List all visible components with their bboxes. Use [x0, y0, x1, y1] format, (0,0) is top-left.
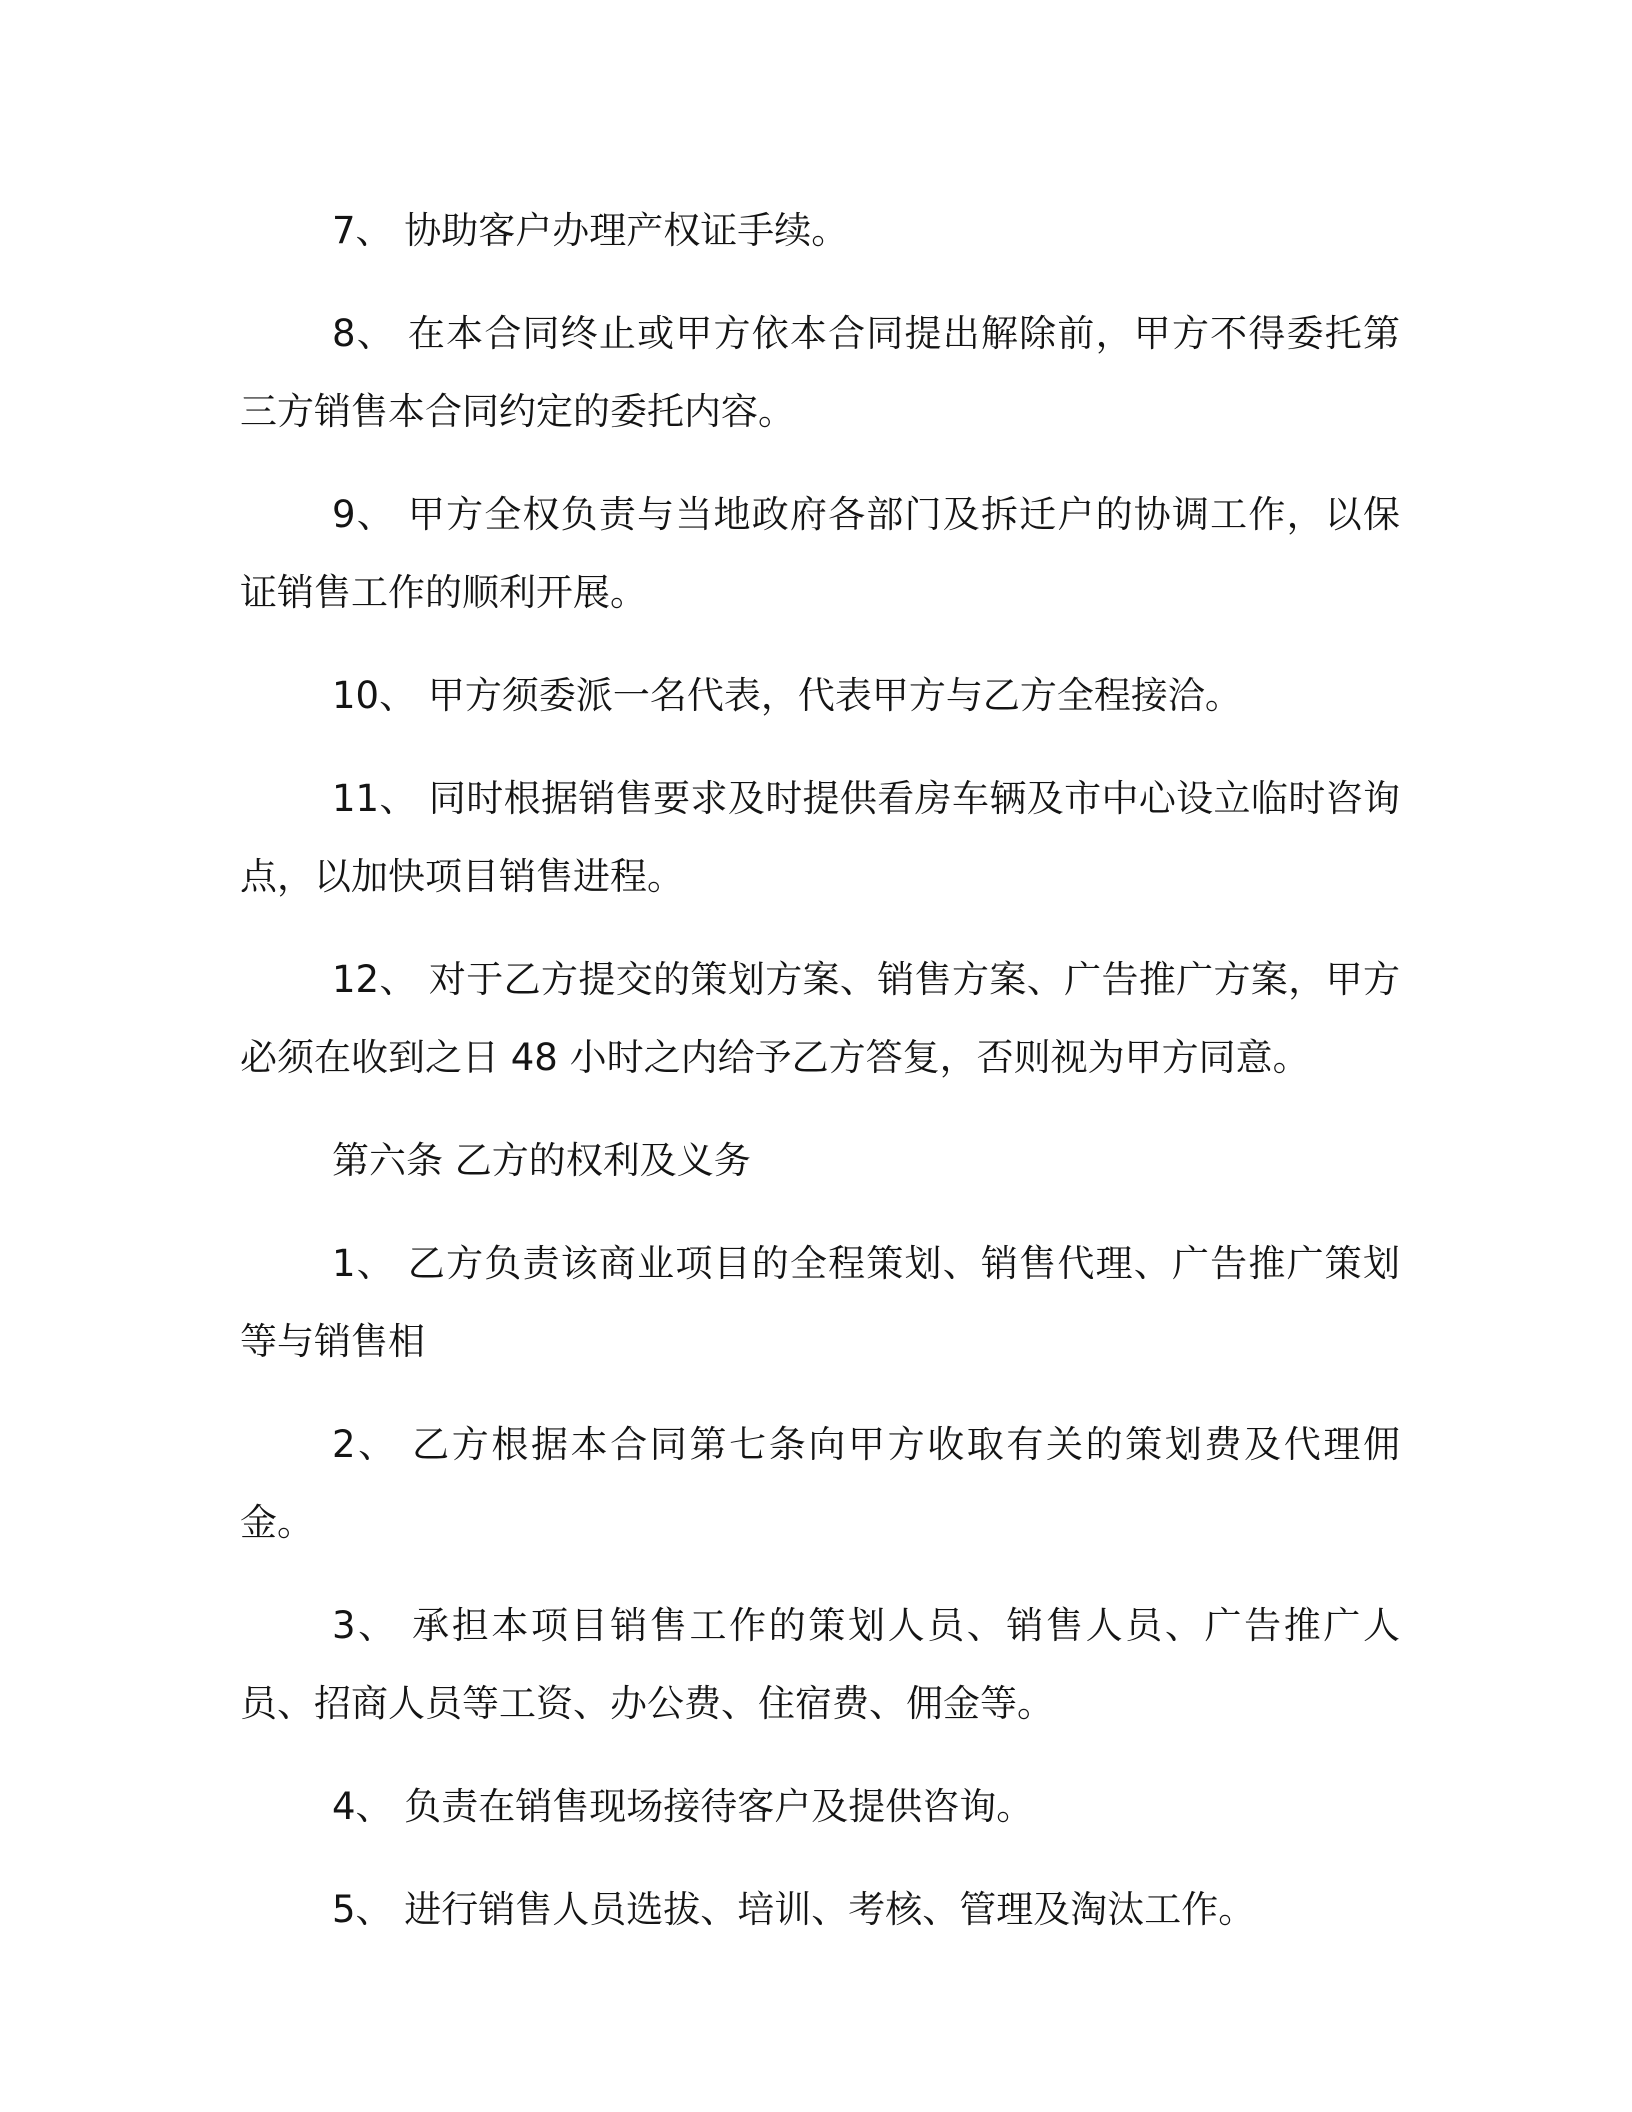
clause-12: 12、 对于乙方提交的策划方案、销售方案、广告推广方案，甲方必须在收到之日 48 小时之内给予乙方答复，否则视为甲方同意。	[240, 958, 1400, 1079]
section-heading: 第六条 乙方的权利及义务	[332, 1139, 751, 1182]
party-b-clause-5: 5、 进行销售人员选拔、培训、考核、管理及淘汰工作。	[332, 1888, 1256, 1931]
party-b-clause-3: 3、 承担本项目销售工作的策划人员、销售人员、广告推广人员、招商人员等工资、办公费、住宿费、佣金等。	[240, 1604, 1400, 1725]
clause-10: 10、 甲方须委派一名代表，代表甲方与乙方全程接洽。	[332, 674, 1242, 717]
party-b-clause-2: 2、 乙方根据本合同第七条向甲方收取有关的策划费及代理佣金。	[240, 1423, 1400, 1544]
clause-8: 8、 在本合同终止或甲方依本合同提出解除前，甲方不得委托第三方销售本合同约定的委托内容。	[240, 312, 1400, 433]
clause-9: 9、 甲方全权负责与当地政府各部门及拆迁户的协调工作，以保证销售工作的顺利开展。	[240, 493, 1400, 614]
party-b-clause-1: 1、 乙方负责该商业项目的全程策划、销售代理、广告推广策划等与销售相	[240, 1242, 1400, 1363]
clause-7: 7、 协助客户办理产权证手续。	[332, 209, 849, 252]
document-body	[240, 192, 1400, 1974]
clause-11: 11、 同时根据销售要求及时提供看房车辆及市中心设立临时咨询点，以加快项目销售进程。	[240, 777, 1400, 898]
party-b-clause-4: 4、 负责在销售现场接待客户及提供咨询。	[332, 1785, 1034, 1828]
